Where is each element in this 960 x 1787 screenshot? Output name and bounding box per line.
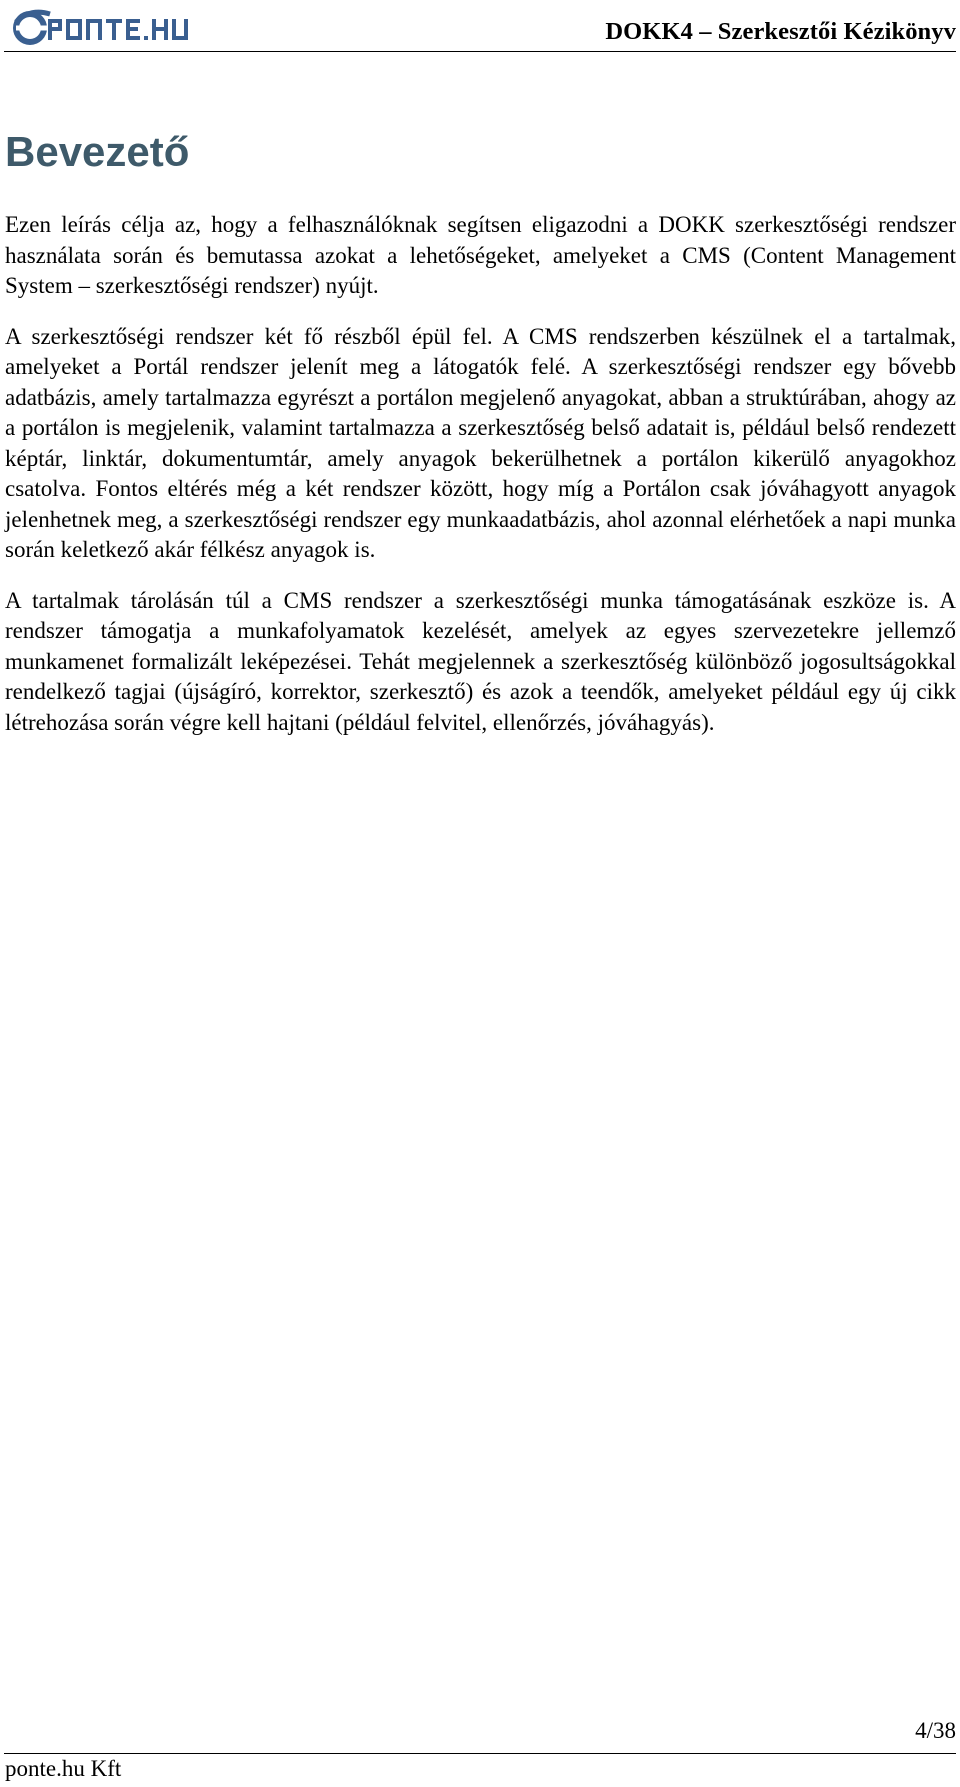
intro-paragraph: Ezen leírás célja az, hogy a felhasználóknak segítsen eligazodni a DOKK szerkesztőségi rendszer használata során és bemutassa azokat a lehetőségeket, amelyeket a CMS (Content Management System – szerkesztőségi rendszer) nyújt. xyxy=(5,212,956,298)
header-divider xyxy=(4,51,956,52)
footer-company: ponte.hu Kft xyxy=(5,1756,122,1781)
page-header xyxy=(0,0,960,54)
page-number: 4/38 xyxy=(915,1718,956,1743)
structure-paragraph: A szerkesztőségi rendszer két fő részből épül fel. A CMS rendszerben készülnek el a tartalmak, amelyeket a Portál rendszer jelenít meg a látogatók felé. A szerkesztőségi rendszer egy bővebb adatbázis, amely tartalmazza egyrészt a portálon megjelenő anyagokat, abban a struktúrában, ahogy az a portálon is megjelenik, valamint tartalmazza a szerkesztőség belső adatait is, például belső rendezett képtár, linktár, dokumentumtár, amely anyagok bekerülhetnek a portálon kikerülő anyagokhoz csatolva. Fontos eltérés még a két rendszer között, hogy míg a Portálon csak jóváhagyott anyagok jelenhetnek meg, a szerkesztőségi rendszer egy munkaadatbázis, ahol azonnal elérhetőek a napi munka során keletkező akár félkész anyagok is. xyxy=(5,323,956,562)
document-title: DOKK4 – Szerkesztői Kézikönyv xyxy=(605,18,956,45)
workflow-paragraph: A tartalmak tárolásán túl a CMS rendszer a szerkesztőségi munka támogatásának eszköze is. A rendszer támogatja a munkafolyamatok kezelését, amelyek az egyes szervezetekre jellemző munkamenet formalizált leképezései. Tehát megjelennek a szerkesztőség különböző jogosultságokkal rendelkező tagjai (újságíró, korrektor, szerkesztő) és azok a teendők, amelyeket például egy új cikk létrehozása során végre kell hajtani (például felvitel, ellenőrzés, jóváhagyás). xyxy=(5,587,956,735)
body-text xyxy=(5,210,956,738)
section-heading: Bevezető xyxy=(5,128,190,175)
footer-divider xyxy=(4,1753,956,1754)
ponte-logo xyxy=(10,4,206,46)
